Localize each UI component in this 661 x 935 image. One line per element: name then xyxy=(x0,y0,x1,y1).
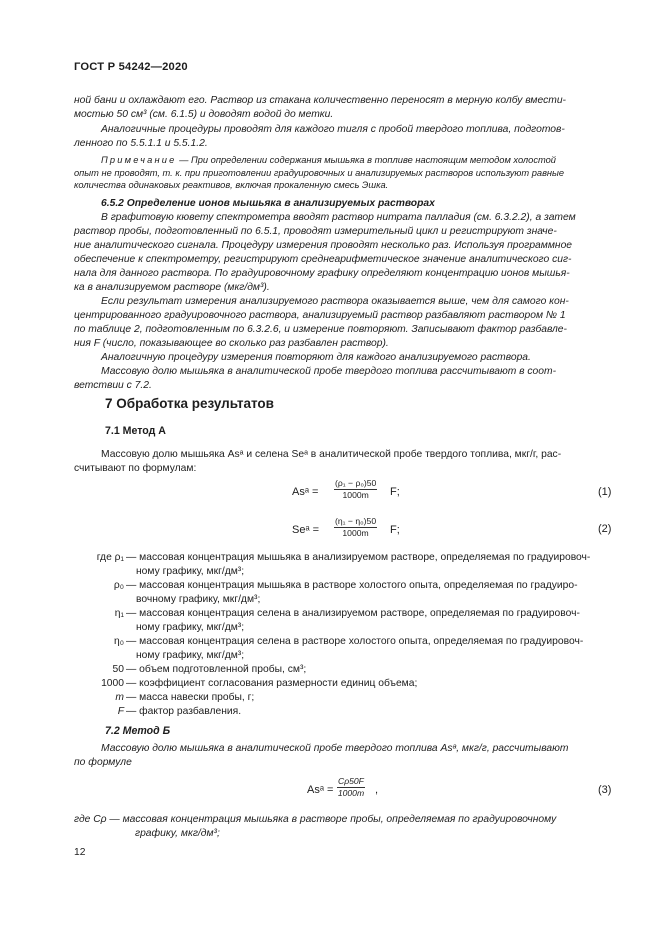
text-line: где Cρ — массовая концентрация мышьяка в растворе пробы, определяемая по градуировочному xyxy=(74,814,557,825)
formula-lhs: Asᵃ = xyxy=(307,784,334,796)
legend-symbol: ρ₀ xyxy=(113,580,124,591)
text-line: опыт не проводят, т. к. при приготовлении градуировочных и анализируемых растворов используют равные xyxy=(74,167,565,178)
text-line: нала для данного раствора. По градуировочному графику определяют концентрацию ионов мышья- xyxy=(74,268,570,279)
legend-row xyxy=(74,705,619,719)
legend-text: — коэффициент согласования размерности единиц объема; xyxy=(126,678,418,689)
formula-denominator: 1000m xyxy=(342,490,369,500)
legend-symbol: m xyxy=(115,692,124,703)
formula-lhs: Seᵃ = xyxy=(292,524,320,536)
text-line: ка в анализируемом растворе (мкг/дм³). xyxy=(74,282,270,293)
legend-row xyxy=(74,635,619,649)
text-line: Массовую долю мышьяка Asᵃ и селена Seᵃ в аналитической пробе твердого топлива, мкг/г, рас- xyxy=(101,449,562,460)
legend-symbol: η₁ xyxy=(114,608,124,619)
paragraph-6-5-2-c xyxy=(74,351,616,365)
text-line: ленного по 5.5.1.1 и 5.5.1.2. xyxy=(74,138,208,149)
text-line: центрированного градуировочного раствора, анализируемый раствор разбавляют раствором № 1 xyxy=(74,310,566,321)
formula-denominator: 1000m xyxy=(337,788,365,798)
text-line: В графитовую кювету спектрометра вводят раствор нитрата палладия (см. 6.3.2.2), а затем xyxy=(101,212,576,223)
legend-row xyxy=(74,551,619,565)
text-line: Аналогичные процедуры проводят для каждого тигля с пробой твердого топлива, подготов- xyxy=(101,124,565,135)
paragraph-6-5-2-a xyxy=(74,211,616,295)
text-line: считывают по формулам: xyxy=(74,463,197,474)
text-line: обеспечение к спектрометру, регистрируют среднеарифметическое значение аналитического сиг- xyxy=(74,254,572,265)
legend-row xyxy=(74,565,619,579)
formula-fraction xyxy=(337,776,365,799)
equation-number-2: (2) xyxy=(598,523,612,535)
legend-symbol: F xyxy=(117,706,124,717)
subsection-heading-7-1: 7.1 Метод А xyxy=(105,425,166,437)
legend-row xyxy=(74,663,619,677)
legend-row xyxy=(74,593,619,607)
note-block xyxy=(74,154,616,192)
legend-row xyxy=(74,649,619,663)
text-line: графику, мкг/дм³; xyxy=(135,828,220,839)
formula-numerator: (η₁ − η₀)50 xyxy=(335,516,377,526)
formula-numerator: Cρ50F xyxy=(338,776,364,786)
section-heading-6-5-2 xyxy=(74,197,616,211)
legend-row xyxy=(74,677,619,691)
legend-7-2 xyxy=(74,813,616,841)
legend-row xyxy=(74,579,619,593)
text-line: по таблице 2, подготовленным по 6.3.2.6, и измерение повторяют. Записывают фактор разбавле- xyxy=(74,324,567,335)
paragraph-continuation xyxy=(74,94,616,122)
legend-row xyxy=(74,621,619,635)
text-line: Аналогичную процедуру измерения повторяют для каждого анализируемого раствора. xyxy=(101,352,531,363)
legend-text: вочному графику, мкг/дм³; xyxy=(136,594,261,605)
formula-1 xyxy=(290,478,410,506)
formula-denominator: 1000m xyxy=(342,528,369,538)
text-line: количества одинаковых реактивов, включая прокаленную смесь Эшка. xyxy=(74,180,389,190)
legend-text: — массовая концентрация мышьяка в анализируемом растворе, определяемая по градуировоч- xyxy=(126,552,591,563)
paragraph-procedure xyxy=(74,123,616,151)
formula-2 xyxy=(290,516,410,544)
text-line: Массовую долю мышьяка в аналитической пробе твердого топлива Asᵃ, мкг/г, рассчитывают xyxy=(101,743,569,754)
legend-text: ному графику, мкг/дм³; xyxy=(136,650,245,661)
text-line: мостью 50 см³ (см. 6.1.5) и доводят водой до метки. xyxy=(74,109,334,120)
formula-3 xyxy=(305,776,405,804)
text-line: Если результат измерения анализируемого раствора оказывается выше, чем для самого кон- xyxy=(101,296,569,307)
legend-text: — объем подготовленной пробы, см³; xyxy=(126,664,307,675)
formula-numerator: (ρ₁ − ρ₀)50 xyxy=(335,478,377,488)
variable-legend xyxy=(74,551,619,719)
text-line: ния F (число, показывающее во сколько раз разбавлен раствор). xyxy=(74,338,389,349)
legend-text: — масса навески пробы, г; xyxy=(126,692,255,703)
equation-number-3: (3) xyxy=(598,784,612,796)
legend-text: — фактор разбавления. xyxy=(126,706,242,717)
paragraph-6-5-2-d xyxy=(74,365,616,393)
text-line: Массовую долю мышьяка в аналитической пробе твердого топлива рассчитывают в соот- xyxy=(101,366,557,377)
paragraph-7-2-intro xyxy=(74,742,616,770)
note-label: Примечание xyxy=(101,155,177,165)
legend-text: — массовая концентрация селена в растворе холостого опыта, определяемая по градуировоч- xyxy=(126,636,584,647)
text-line: ние аналитического сигнала. Процедуру измерения проводят несколько раз. Используя программное xyxy=(74,240,573,251)
legend-symbol: 50 xyxy=(112,664,124,675)
formula-fraction xyxy=(334,516,377,539)
legend-row xyxy=(74,691,619,705)
formula-tail: , xyxy=(375,784,379,796)
text-line: — При определении содержания мышьяка в топливе настоящим методом холостой xyxy=(176,155,556,165)
legend-text: — массовая концентрация селена в анализируемом растворе, определяемая по градуировоч- xyxy=(126,608,580,619)
legend-symbol: 1000 xyxy=(101,678,124,689)
heading-text: 6.5.2 Определение ионов мышьяка в анализируемых растворах xyxy=(101,198,435,209)
legend-symbol: η₀ xyxy=(113,636,124,647)
legend-text: ному графику, мкг/дм³; xyxy=(136,622,245,633)
formula-tail: F; xyxy=(390,524,400,536)
legend-row xyxy=(74,607,619,621)
text-line: ветствии с 7.2. xyxy=(74,380,152,391)
text-line: по формуле xyxy=(74,757,132,768)
text-line: раствор пробы, подготовленный по 6.5.1, проводят измерительный цикл и регистрируют значе- xyxy=(74,226,557,237)
equation-number-1: (1) xyxy=(598,486,612,498)
legend-text: ному графику, мкг/дм³; xyxy=(136,566,245,577)
legend-symbol: где ρ₁ xyxy=(96,552,124,563)
formula-tail: F; xyxy=(390,486,400,498)
text-line: ной бани и охлаждают его. Раствор из стакана количественно переносят в мерную колбу вмести- xyxy=(74,95,566,106)
formula-lhs: Asᵃ = xyxy=(292,486,319,498)
page-number: 12 xyxy=(74,847,86,858)
paragraph-7-1-intro xyxy=(74,448,616,476)
document-header: ГОСТ Р 54242—2020 xyxy=(74,61,188,73)
subsection-heading-7-2: 7.2 Метод Б xyxy=(105,725,171,737)
paragraph-6-5-2-b xyxy=(74,295,616,351)
section-heading-7: 7 Обработка результатов xyxy=(105,396,274,411)
formula-fraction xyxy=(334,478,377,501)
legend-text: — массовая концентрация мышьяка в растворе холостого опыта, определяемая по градуиро- xyxy=(126,580,578,591)
